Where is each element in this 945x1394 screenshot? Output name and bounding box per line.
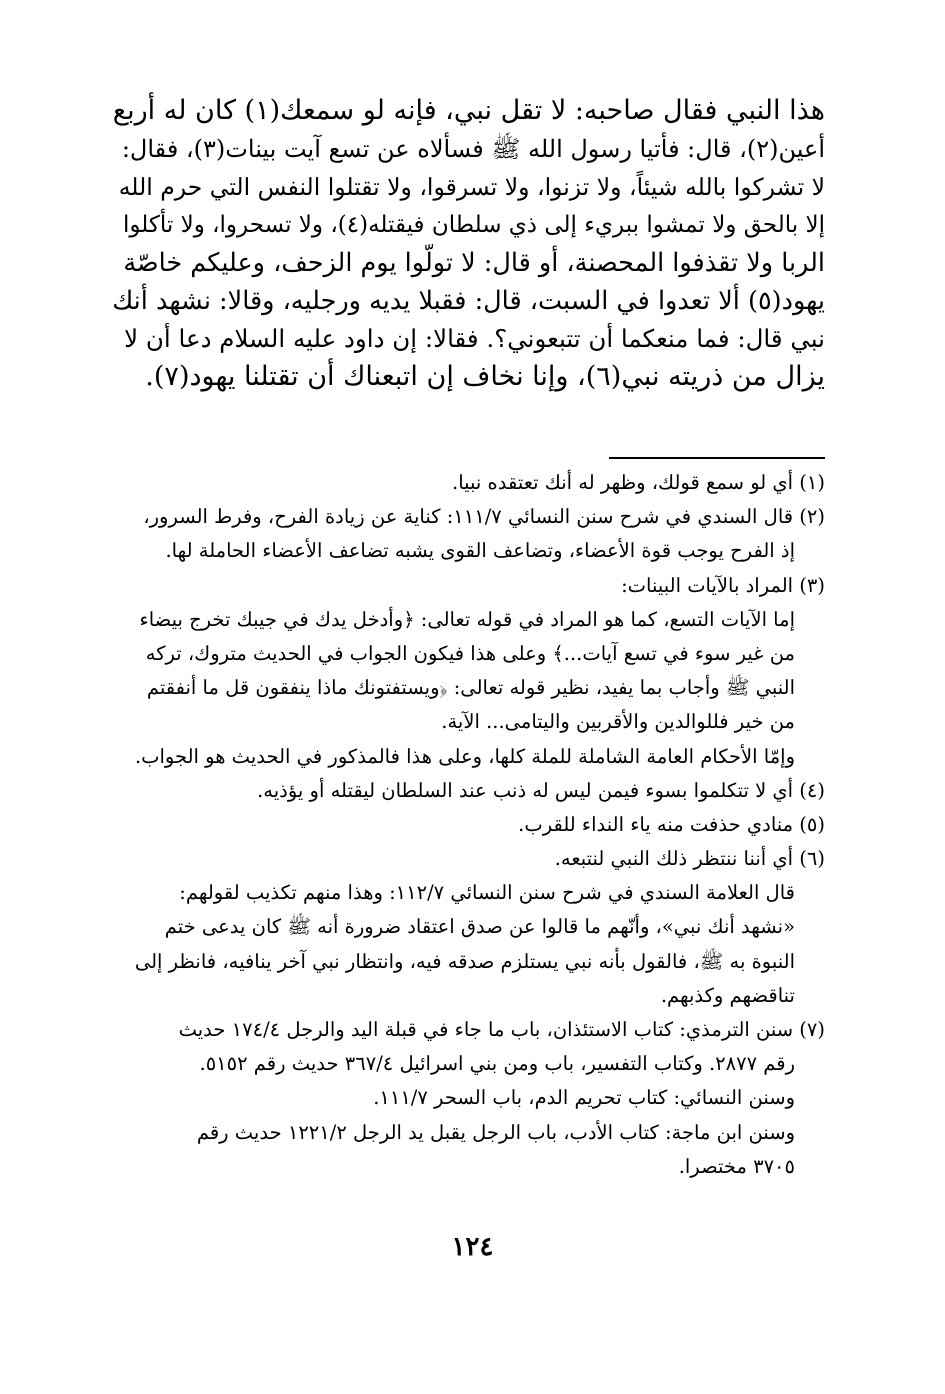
footnote-line: تناقضهم وكذبهم. [660,983,795,1007]
footnote-line: وإمّا الأحكام العامة الشاملة للملة كلها، وعلى هذا فالمذكور في الحديث هو الجواب. [134,744,795,768]
main-text-line: نبي قال: فما منعكما أن تتبعوني؟. فقالا: إن داود عليه السلام دعا أن لا [124,324,825,353]
footnote-line: ٣٧٠٥ مختصرا. [678,1154,795,1178]
footnote-line: «نشهد أنك نبي»، وأنّهم ما قالوا عن صدق اعتقاد ضرورة أنه ﷺ كان يدعى ختم [164,915,795,939]
footnote-line: (٧) سنن الترمذي: كتاب الاستئذان، باب ما جاء في قبلة اليد والرجل ١٧٤/٤ حديث [178,1018,825,1041]
main-text-block [112,92,825,396]
footnote-line: إذ الفرح يوجب قوة الأعضاء، وتضاعف القوى يشبه تضاعف الأعضاء الحاملة لها. [165,539,795,563]
main-text-line: لا تشركوا بالله شيئاً، ولا تزنوا، ولا تسرقوا، ولا تقتلوا النفس التي حرم الله [118,173,825,201]
main-text-line: يهود(٥) ألا تعدوا في السبت، قال: فقبلا يديه ورجليه، وقالا: نشهد أنك [112,286,825,316]
footnote-line: وسنن ابن ماجة: كتاب الأدب، باب الرجل يقبل يد الرجل ١٢٢١/٢ حديث رقم [196,1120,795,1144]
main-text-line: إلا بالحق ولا تمشوا ببريء إلى ذي سلطان فيقتله(٤)، ولا تسحروا، ولا تأكلوا [123,212,825,238]
footnote-line: إما الآيات التسع، كما هو المراد في قوله تعالى: ﴿وأدخل يدك في جيبك تخرج بيضاء [139,607,795,631]
page-number: ١٢٤ [451,1232,494,1262]
footnote-separator [609,457,825,459]
footnotes-block [112,466,825,1184]
main-text-line: يزال من ذريته نبي(٦)، وإنا نخاف إن اتبعناك أن تقتلنا يهود(٧). [145,361,825,392]
footnote-line: (٤) أي لا تتكلموا بسوء فيمن ليس له ذنب عند السلطان ليقتله أو يؤذيه. [257,778,825,802]
footnote-line: رقم ٢٨٧٧. وكتاب التفسير، باب ومن بني اسرائيل ٣٦٧/٤ حديث رقم ٥١٥٢. [199,1052,795,1076]
footnote-line: (٥) منادي حذفت منه ياء النداء للقرب. [518,812,825,836]
footnote-line: (١) أي لو سمع قولك، وظهر له أنك تعتقده نبيا. [452,471,825,494]
footnote-line: النبي ﷺ وأجاب بما يفيد، نظير قوله تعالى: ﴿ويستفتونك ماذا ينفقون قل ما أنفقتم [146,676,795,700]
footnote-line: (٢) قال السندي في شرح سنن النسائي ١١١/٧: كناية عن زيادة الفرح، وفرط السرور، [143,505,825,529]
footnote-line: (٦) أي أننا ننتظر ذلك النبي لنتبعه. [554,847,825,871]
footnote-line: وسنن النسائي: كتاب تحريم الدم، باب السحر ١١١/٧. [373,1086,795,1110]
main-text-line: الربا ولا تقذفوا المحصنة، أو قال: لا تولّوا يوم الزحف، وعليكم خاصّة [123,248,825,278]
footnote-line: (٣) المراد بالآيات البينات: [621,573,825,597]
main-text-line: أعين(٢)، قال: فأتيا رسول الله ﷺ فسألاه عن تسع آيت بينات(٣)، فقال: [121,135,825,163]
footnote-line: من خير فللوالدين والأقربين واليتامى... الآية. [441,710,795,734]
footnote-line: النبوة به ﷺ، فالقول بأنه نبي يستلزم صدقه فيه، وانتظار نبي آخر ينافيه، فانظر إلى [134,949,795,973]
footnote-line: من غير سوء في تسع آيات...﴾ وعلى هذا فيكون الجواب في الحديث متروك، تركه [145,641,795,665]
main-text-line: هذا النبي فقال صاحبه: لا تقل نبي، فإنه لو سمعك(١) كان له أربع [112,95,825,126]
footnote-line: قال العلامة السندي في شرح سنن النسائي ١١٢/٧: وهذا منهم تكذيب لقولهم: [179,881,795,905]
